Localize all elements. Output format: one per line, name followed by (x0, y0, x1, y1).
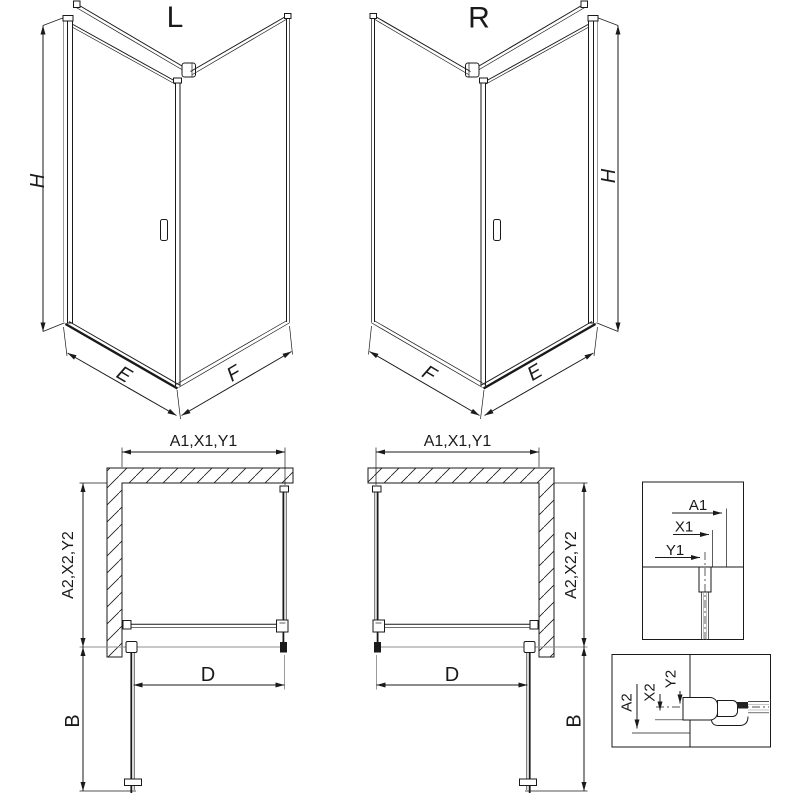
perspective-view-right (369, 1, 621, 419)
plan-swing-dim-label-left: B (62, 714, 84, 728)
magnet-strip (280, 642, 287, 653)
plan-top-dim-label-left: A1,X1,Y1 (169, 433, 238, 450)
plan-opening-dim-label-right: D (444, 664, 460, 686)
variant-label-right: R (468, 1, 490, 35)
plan-support-bar (385, 621, 539, 630)
plan-fixed-panel (277, 486, 289, 642)
panel-dim-label-left: F (223, 361, 245, 387)
panel-dim-label-right: F (418, 361, 440, 387)
wall-profile-section (699, 552, 711, 640)
door-dim-label-left: E (112, 361, 136, 388)
perspective-view-left (27, 1, 293, 419)
open-door-handle (125, 779, 142, 786)
bottom-profile-section (683, 698, 769, 726)
open-door (125, 653, 142, 794)
open-door (520, 653, 537, 794)
plan-side-dimension (380, 483, 588, 647)
plan-opening-dim-label-left: D (200, 664, 216, 686)
detail-box-top-profile (643, 482, 744, 640)
plan-view-left (60, 433, 293, 793)
plan-top-dim-label-right: A1,X1,Y1 (423, 433, 492, 450)
detail-box-bottom-profile (612, 655, 771, 748)
plan-swing-dim-label-right: B (563, 714, 586, 728)
height-dim-label-right: H (598, 168, 620, 184)
detail-dim-y2-label: Y2 (662, 669, 680, 689)
variant-label-left: L (166, 1, 184, 34)
detail-dim-x1-label: X1 (674, 518, 694, 536)
plan-support-bar (123, 621, 277, 630)
door-hinge (524, 642, 535, 653)
height-dim-label-left: H (27, 173, 49, 189)
wall-hatch (107, 468, 293, 657)
swing-dimension (80, 647, 137, 791)
plan-side-dim-label-right: A2,X2,Y2 (563, 531, 580, 599)
detail-dim-a1-label: A1 (688, 497, 708, 514)
door-hinge (126, 642, 137, 653)
door-dim-label-right: E (523, 359, 547, 386)
plan-fixed-panel (373, 486, 385, 642)
plan-view-right (368, 433, 588, 793)
detail-dim-a2-label: A2 (618, 693, 636, 712)
detail-dim-y1-label: Y1 (665, 542, 685, 559)
magnet-strip (374, 642, 381, 653)
wall-hatch (368, 468, 554, 657)
plan-side-dim-label-left: A2,X2,Y2 (60, 531, 77, 599)
open-door-handle (520, 779, 537, 786)
detail-dim-x2-label: X2 (641, 683, 659, 702)
